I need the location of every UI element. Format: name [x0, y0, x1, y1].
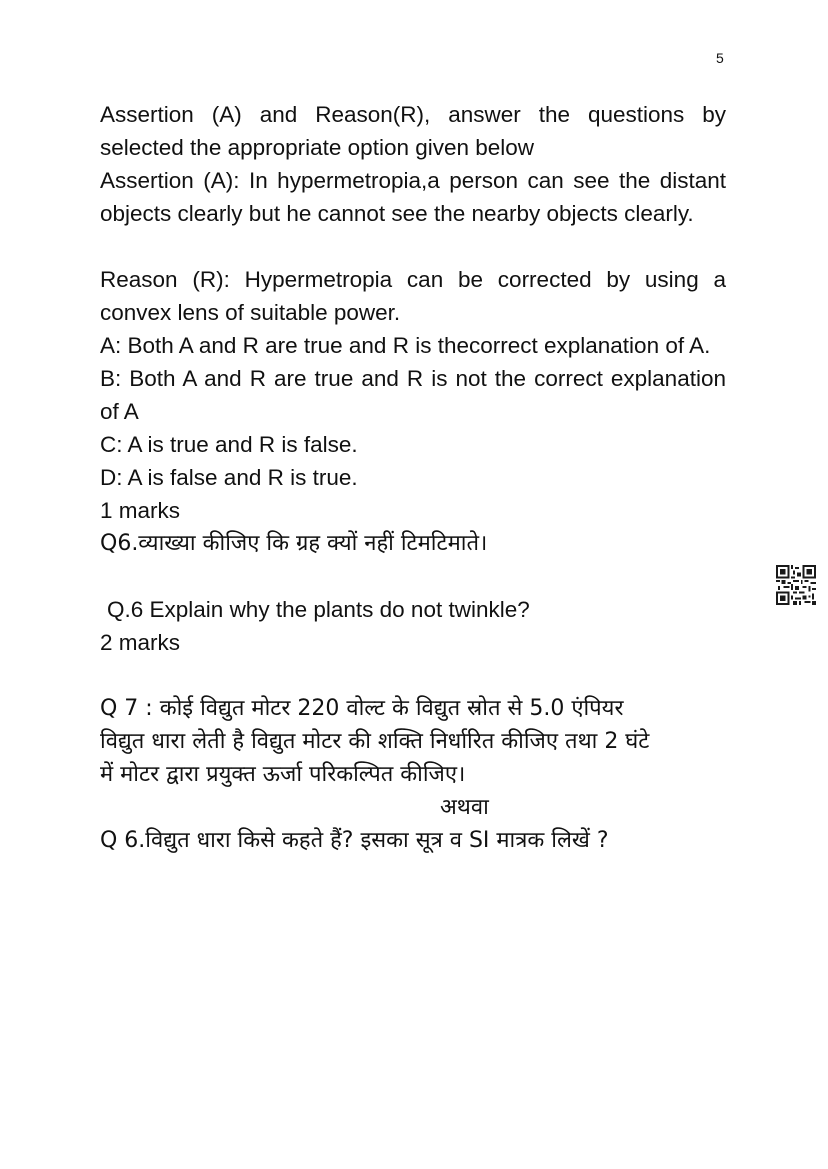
assertion-statement: Assertion (A): In hypermetropia,a person can see the distant objects clearly but he cannot see the nearby objects clearly. [100, 168, 726, 226]
option-a: A: Both A and R are true and R is thecorrect explanation of A. [100, 333, 711, 358]
q5-marks: 1 marks [100, 498, 181, 523]
q6-hindi-question: Q6.व्याख्या कीजिए कि ग्रह क्यों नहीं टिमटिमाते। [100, 531, 488, 556]
option-c: C: A is true and R is false. [100, 432, 358, 457]
question-content [100, 98, 726, 857]
qr-code-icon [776, 565, 816, 605]
option-d: D: A is false and R is true. [100, 465, 358, 490]
spacer [100, 659, 726, 692]
assertion-reason-instructions: Assertion (A) and Reason(R), answer the questions by selected the appropriate option given below [100, 102, 726, 160]
q6-marks: 2 marks [100, 630, 181, 655]
spacer [100, 560, 726, 593]
q7-hindi-question: Q 7 : कोई विद्युत मोटर 220 वोल्ट के विद्युत स्रोत से 5.0 एंपियर विद्युत धारा लेती है विद्युत मोटर की शक्ति निर्धारित कीजिए तथा 2 घंटे में मोटर द्वारा प्रयुक्त ऊर्जा परिकल्पित कीजिए। [100, 696, 650, 787]
option-b: B: Both A and R are true and R is not the correct explanation of A [100, 366, 726, 424]
page-number: 5 [716, 50, 724, 66]
reason-statement: Reason (R): Hypermetropia can be corrected by using a convex lens of suitable power. [100, 267, 726, 325]
q6-english-question: Q.6 Explain why the plants do not twinkle? [107, 597, 530, 622]
spacer [100, 230, 726, 263]
q6-alternative-hindi-question: Q 6.विद्युत धारा किसे कहते हैं? इसका सूत्र व SI मात्रक लिखें ? [100, 828, 609, 853]
or-label: अथवा [440, 795, 489, 820]
